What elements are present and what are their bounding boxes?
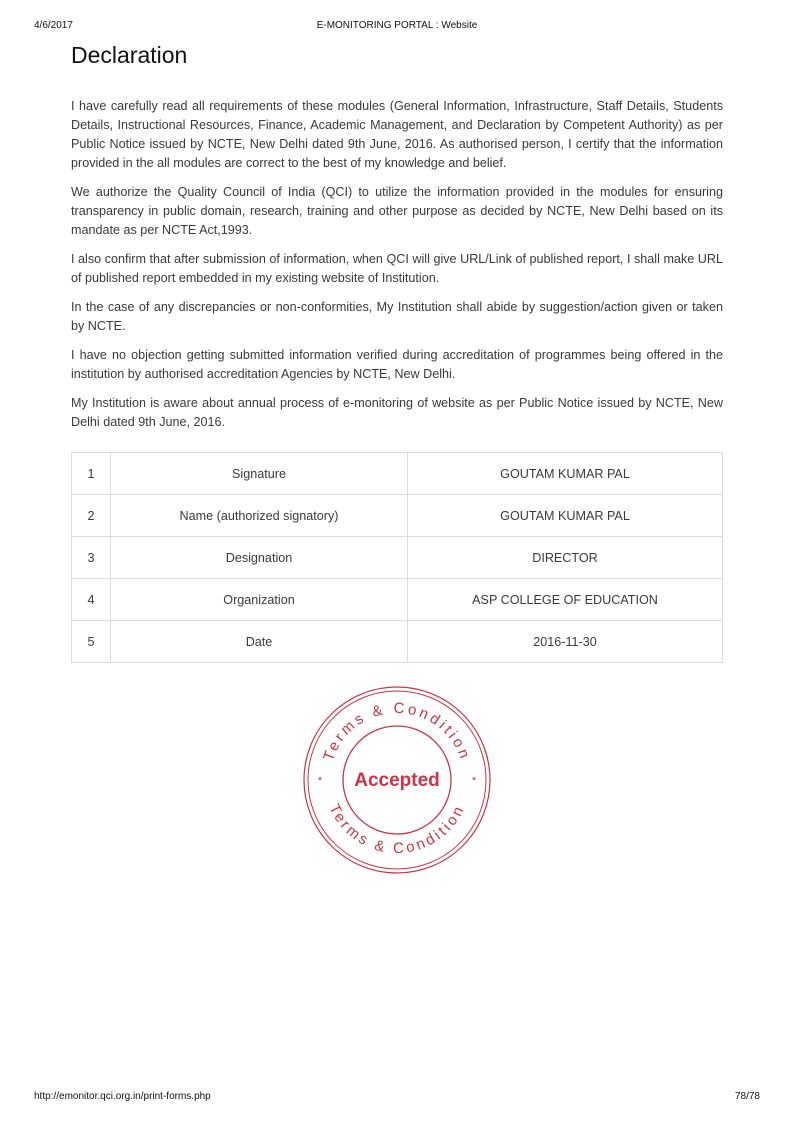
row-number: 5 <box>72 621 111 663</box>
row-value: ASP COLLEGE OF EDUCATION <box>408 579 723 621</box>
row-field: Date <box>111 621 408 663</box>
accepted-stamp <box>302 685 492 875</box>
print-header-title: E-MONITORING PORTAL : Website <box>316 20 478 31</box>
print-date: 4/6/2017 <box>34 20 73 31</box>
table-row <box>72 453 723 495</box>
table-row <box>72 537 723 579</box>
row-number: 4 <box>72 579 111 621</box>
declaration-paragraph: I have carefully read all requirements of these modules (General Information, Infrastructure, Staff Details, Students Details, Instructional Resources, Finance, Academic Management, and Declaration by Competent Authority) as per Public Notice issued by NCTE, New Delhi dated 9th June, 2016. As authorised person, I certify that the information provided in the all modules are correct to the best of my knowledge and belief. <box>71 99 723 170</box>
stamp-bottom-text: Terms & Condition <box>325 801 469 858</box>
row-number: 1 <box>72 453 111 495</box>
declaration-paragraph: I have no objection getting submitted information verified during accreditation of programmes being offered in the institution by authorised accreditation Agencies by NCTE, New Delhi. <box>71 348 723 381</box>
stamp-star-left: * <box>317 775 323 787</box>
row-value: GOUTAM KUMAR PAL <box>408 453 723 495</box>
print-footer-url: http://emonitor.qci.org.in/print-forms.php <box>34 1091 211 1102</box>
row-value: DIRECTOR <box>408 537 723 579</box>
row-field: Name (authorized signatory) <box>111 495 408 537</box>
stamp-top-text: Terms & Condition <box>320 699 474 764</box>
declaration-paragraph: My Institution is aware about annual process of e-monitoring of website as per Public Notice issued by NCTE, New Delhi dated 9th June, 2016. <box>71 396 723 429</box>
signatory-table <box>71 452 723 663</box>
declaration-text <box>71 97 723 442</box>
declaration-paragraph: I also confirm that after submission of information, when QCI will give URL/Link of published report, I shall make URL of published report embedded in my existing website of Institution. <box>71 252 723 285</box>
stamp-center-text: Accepted <box>354 770 440 791</box>
page-title: Declaration <box>71 42 188 68</box>
table-row <box>72 579 723 621</box>
row-number: 2 <box>72 495 111 537</box>
declaration-paragraph: In the case of any discrepancies or non-conformities, My Institution shall abide by suggestion/action given or taken by NCTE. <box>71 300 723 333</box>
stamp-star-right: * <box>471 775 477 787</box>
row-field: Organization <box>111 579 408 621</box>
row-field: Signature <box>111 453 408 495</box>
declaration-paragraph: We authorize the Quality Council of India (QCI) to utilize the information provided in the modules for ensuring transparency in public domain, research, training and other purpose as decided by NCTE, New Delhi based on its mandate as per NCTE Act,1993. <box>71 185 723 237</box>
row-value: 2016-11-30 <box>408 621 723 663</box>
page-number: 78/78 <box>734 1091 760 1102</box>
table-row <box>72 495 723 537</box>
row-number: 3 <box>72 537 111 579</box>
table-row <box>72 621 723 663</box>
row-value: GOUTAM KUMAR PAL <box>408 495 723 537</box>
row-field: Designation <box>111 537 408 579</box>
